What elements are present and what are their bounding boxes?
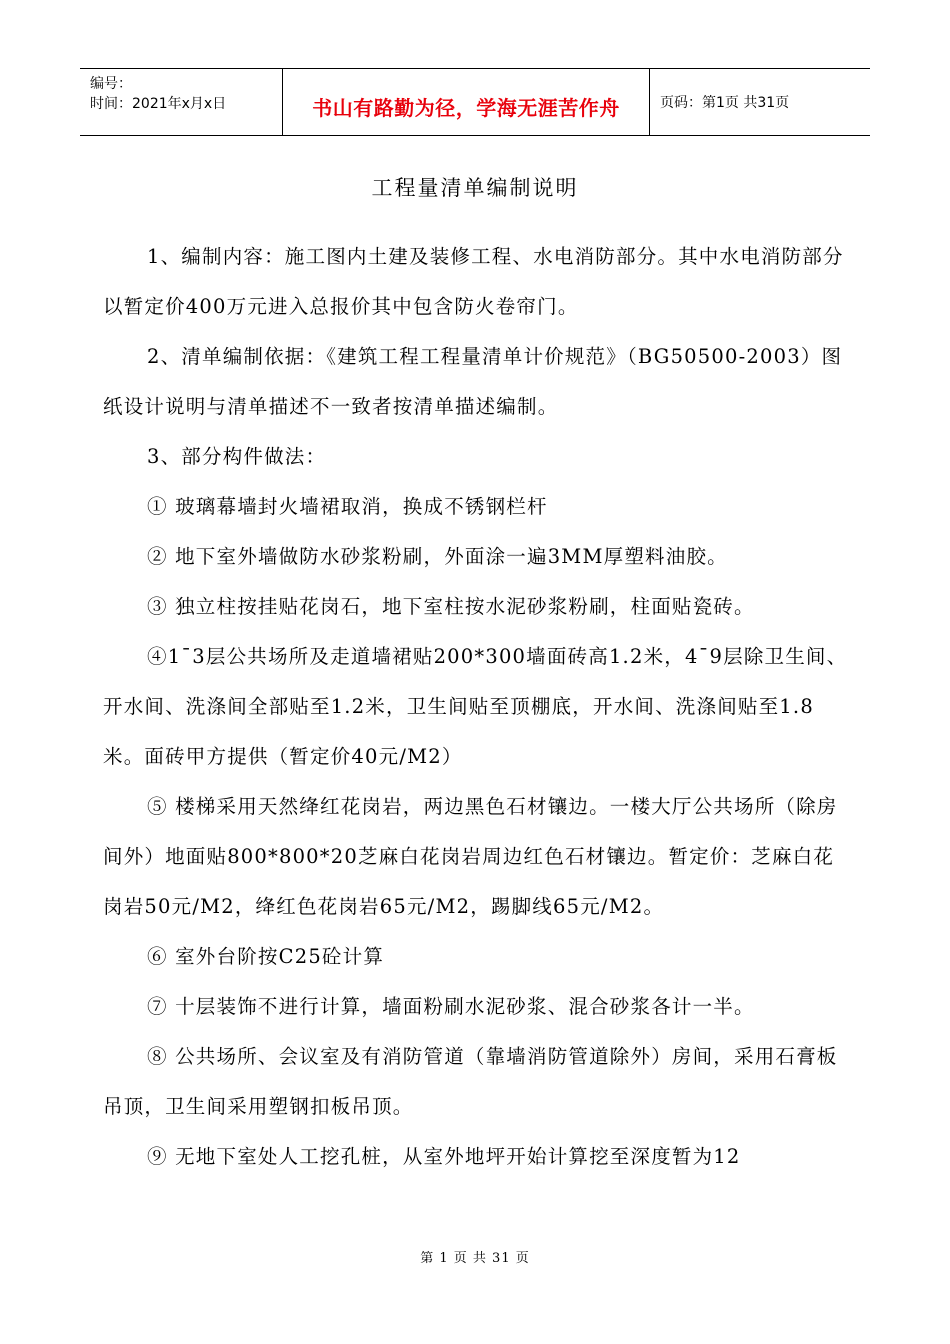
motto-text: 书山有路勤为径，学海无涯苦作舟 — [312, 95, 620, 120]
header-page-cell — [650, 69, 870, 135]
paragraph-3: 3、部分构件做法： — [147, 445, 327, 468]
header-left-cell — [80, 69, 282, 135]
document-title: 工程量清单编制说明 — [371, 176, 579, 200]
list-item-7: ⑦ 十层装饰不进行计算，墙面粉刷水泥砂浆、混合砂浆各计一半。 — [147, 995, 755, 1018]
list-item-4: ④1¯3层公共场所及走道墙裙贴200*300墙面砖高1.2米，4¯9层除卫生间、开水间、洗涤间全部贴至1.2米，卫生间贴至顶棚底，开水间、洗涤间贴至1.8米。面砖甲方提供（暂定价40元/M2） — [103, 645, 848, 768]
time-label: 时间：2021年x月x日 — [90, 96, 227, 112]
list-item-5: ⑤ 楼梯采用天然绛红花岗岩，两边黑色石材镶边。一楼大厅公共场所（除房间外）地面贴800*800*20芝麻白花岗岩周边红色石材镶边。暂定价：芝麻白花岗岩50元/M2，绛红色花岗岩65元/M2，踢脚线65元/M2。 — [103, 795, 838, 918]
list-item-3: ③ 独立柱按挂贴花岗石，地下室柱按水泥砂浆粉刷，柱面贴瓷砖。 — [147, 595, 755, 618]
list-item-1: ① 玻璃幕墙封火墙裙取消，换成不锈钢栏杆 — [147, 495, 548, 518]
list-item-8: ⑧ 公共场所、会议室及有消防管道（靠墙消防管道除外）房间，采用石膏板吊顶，卫生间采用塑钢扣板吊顶。 — [103, 1045, 838, 1118]
list-item-2: ② 地下室外墙做防水砂浆粉刷，外面涂一遍3MM厚塑料油胶。 — [147, 545, 728, 568]
page-footer: 第 1 页 共 31 页 — [420, 1251, 530, 1266]
header-motto-cell — [282, 69, 650, 135]
list-item-6: ⑥ 室外台阶按C25砼计算 — [147, 945, 385, 968]
paragraph-2: 2、清单编制依据：《建筑工程工程量清单计价规范》（BG50500-2003）图纸设计说明与清单描述不一致者按清单描述编制。 — [103, 345, 843, 418]
number-label: 编号： — [90, 76, 132, 92]
header-table — [80, 68, 870, 136]
paragraph-1: 1、编制内容：施工图内土建及装修工程、水电消防部分。其中水电消防部分以暂定价400万元进入总报价其中包含防火卷帘门。 — [103, 245, 844, 318]
page-info: 页码：第1页 共31页 — [660, 95, 790, 111]
document-body — [103, 232, 848, 1182]
list-item-9: ⑨ 无地下室处人工挖孔桩，从室外地坪开始计算挖至深度暂为12 — [147, 1145, 741, 1168]
